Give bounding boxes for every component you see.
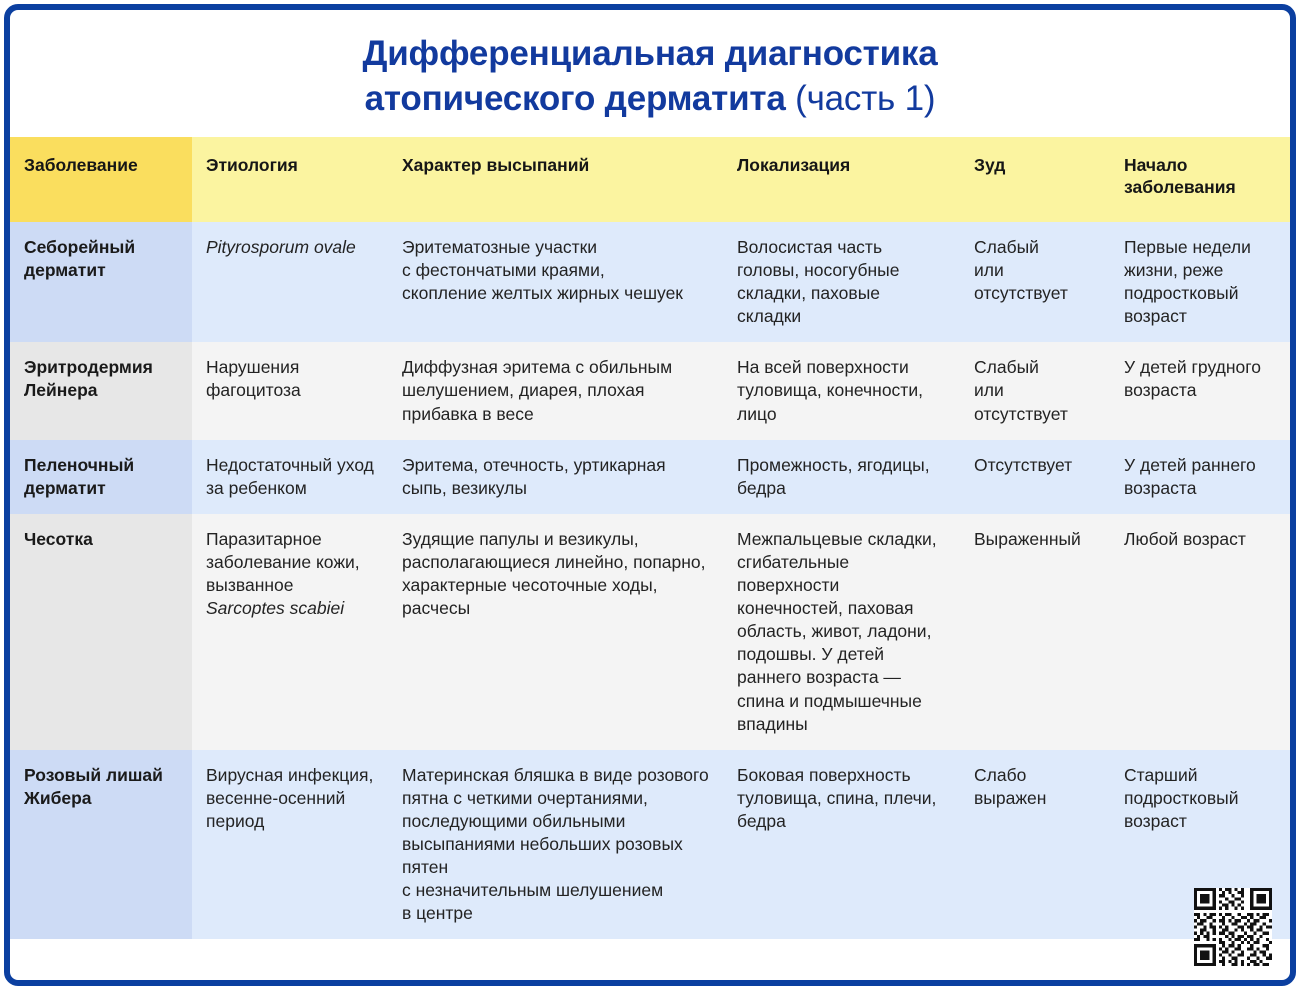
- cell-rash: Диффузная эритема с обильным шелушением, диарея, плохая прибавка в весе: [388, 342, 723, 439]
- column-header-itch: Зуд: [960, 137, 1110, 222]
- cell-itch: Слабый или отсутствует: [960, 342, 1110, 439]
- qr-code[interactable]: [1194, 888, 1272, 966]
- page-title: [10, 10, 1290, 137]
- cell-disease: Себорейный дерматит: [10, 222, 192, 342]
- table-row: [10, 514, 1290, 750]
- title-part-label: (часть 1): [795, 78, 936, 118]
- cell-localization: Межпальцевые складки, сгибательные поверхности конечностей, паховая область, живот, ладони, подошвы. У детей раннего возраста — спина и подмышечные впадины: [723, 514, 960, 750]
- cell-onset: Старший подростковый возраст: [1110, 750, 1290, 940]
- cell-etiology: Вирусная инфекция, весенне-осенний период: [192, 750, 388, 940]
- cell-onset: У детей грудного возраста: [1110, 342, 1290, 439]
- cell-onset: Любой возраст: [1110, 514, 1290, 750]
- table-row: [10, 342, 1290, 439]
- table-row: [10, 440, 1290, 514]
- cell-localization: Промежность, ягодицы, бедра: [723, 440, 960, 514]
- cell-rash: Материнская бляшка в виде розового пятна с четкими очертаниями, последующими обильными высыпаниями небольших розовых пятен с незначительным шелушением в центре: [388, 750, 723, 940]
- cell-disease: Пеленочный дерматит: [10, 440, 192, 514]
- cell-disease: Эритродермия Лейнера: [10, 342, 192, 439]
- cell-etiology: Нарушения фагоцитоза: [192, 342, 388, 439]
- cell-localization: Волосистая часть головы, носогубные складки, паховые складки: [723, 222, 960, 342]
- table-body: [10, 222, 1290, 939]
- column-header-onset: Начало заболевания: [1110, 137, 1290, 222]
- cell-disease: Чесотка: [10, 514, 192, 750]
- cell-etiology: Недостаточный уход за ребенком: [192, 440, 388, 514]
- title-line-2-bold: атопического дерматита: [364, 78, 786, 118]
- column-header-etiology: Этиология: [192, 137, 388, 222]
- cell-rash: Эритема, отечность, уртикарная сыпь, везикулы: [388, 440, 723, 514]
- column-header-localization: Локализация: [723, 137, 960, 222]
- cell-disease: Розовый лишай Жибера: [10, 750, 192, 940]
- differential-diagnosis-table: [10, 137, 1290, 939]
- table-header-row: [10, 137, 1290, 222]
- cell-itch: Слабый или отсутствует: [960, 222, 1110, 342]
- cell-rash: Зудящие папулы и везикулы, располагающиеся линейно, попарно, характерные чесоточные ходы, расчесы: [388, 514, 723, 750]
- title-line-1: Дифференциальная диагностика: [362, 34, 938, 74]
- cell-itch: Отсутствует: [960, 440, 1110, 514]
- table-row: [10, 222, 1290, 342]
- cell-rash: Эритематозные участки с фестончатыми краями, скопление желтых жирных чешуек: [388, 222, 723, 342]
- table-row: [10, 750, 1290, 940]
- column-header-disease: Заболевание: [10, 137, 192, 222]
- column-header-rash-character: Характер высыпаний: [388, 137, 723, 222]
- cell-onset: У детей раннего возраста: [1110, 440, 1290, 514]
- cell-etiology: Pityrosporum ovale: [192, 222, 388, 342]
- etiology-species-name: Sarcoptes scabiei: [206, 598, 345, 619]
- etiology-text: Паразитарное заболевание кожи, вызванное: [206, 528, 360, 596]
- table-header: [10, 137, 1290, 222]
- cell-onset: Первые недели жизни, реже подростковый возраст: [1110, 222, 1290, 342]
- cell-etiology: [192, 514, 388, 750]
- cell-itch: Выраженный: [960, 514, 1110, 750]
- cell-localization: Боковая поверхность туловища, спина, плечи, бедра: [723, 750, 960, 940]
- cell-localization: На всей поверхности туловища, конечности, лицо: [723, 342, 960, 439]
- cell-itch: Слабо выражен: [960, 750, 1110, 940]
- poster-card: [4, 4, 1296, 986]
